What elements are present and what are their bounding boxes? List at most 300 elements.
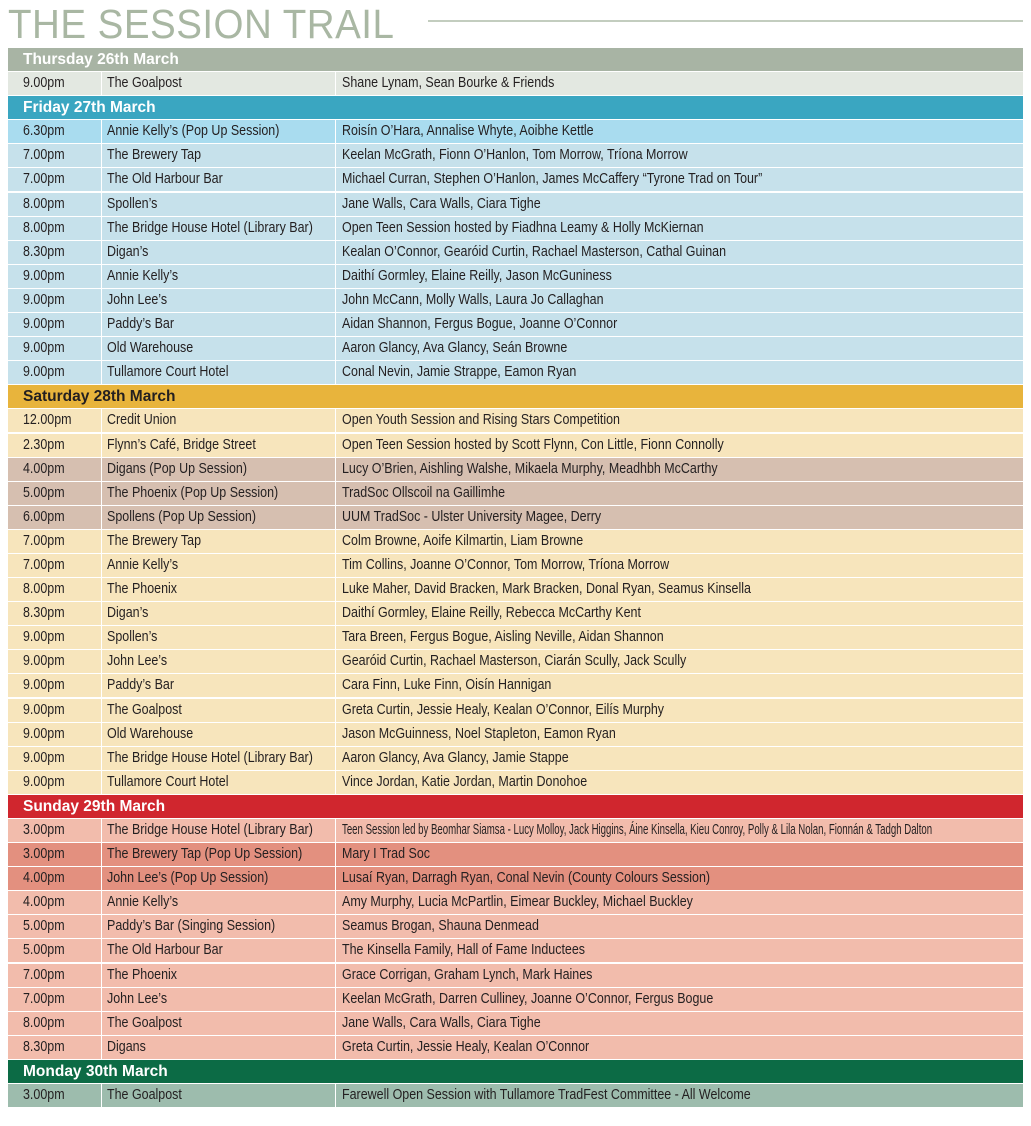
session-acts-cell [341,458,1023,481]
session-venue: John Lee’s [107,291,168,308]
session-time: 9.00pm [23,677,65,694]
column-divider [101,867,102,890]
session-acts: Aidan Shannon, Fergus Bogue, Joanne O’Connor [342,316,618,333]
day-header: Monday 30th March [8,1060,1023,1083]
column-divider [335,1084,336,1107]
session-time-cell [23,771,101,794]
session-row [8,144,1023,167]
session-venue: Old Warehouse [107,725,194,742]
column-divider [335,361,336,384]
session-row [8,337,1023,360]
session-acts-cell [341,891,1023,914]
session-time-cell [23,120,101,143]
session-venue: Paddy’s Bar [107,316,175,333]
session-acts: Colm Browne, Aoife Kilmartin, Liam Browne [342,532,584,549]
session-time: 8.30pm [23,1038,65,1055]
session-venue-cell [107,409,335,432]
session-time: 9.00pm [23,291,65,308]
session-venue-cell [107,578,335,601]
session-venue: Digans [107,1038,146,1055]
session-time-cell [23,891,101,914]
session-acts-cell [341,771,1023,794]
day-header: Saturday 28th March [8,385,1023,408]
session-acts-cell [341,144,1023,167]
session-time: 8.00pm [23,581,65,598]
session-acts: Daithí Gormley, Elaine Reilly, Rebecca McCarthy Kent [342,605,641,622]
column-divider [335,843,336,866]
session-time: 3.00pm [23,846,65,863]
session-venue-cell [107,1036,335,1059]
column-divider [335,530,336,553]
session-acts-cell [341,674,1023,697]
day-section [8,48,1023,95]
session-acts: Cara Finn, Luke Finn, Oisín Hannigan [342,677,552,694]
session-venue: The Phoenix [107,966,178,983]
session-venue: John Lee’s (Pop Up Session) [107,870,269,887]
column-divider [335,626,336,649]
session-time: 7.00pm [23,990,65,1007]
session-acts-cell [341,626,1023,649]
column-divider [335,289,336,312]
session-venue-cell [107,434,335,457]
session-acts: Shane Lynam, Sean Bourke & Friends [342,75,555,92]
session-acts-cell [341,313,1023,336]
session-time: 3.00pm [23,822,65,838]
column-divider [101,554,102,577]
session-time-cell [23,819,101,842]
session-acts: Open Teen Session hosted by Scott Flynn, Con Little, Fionn Connolly [342,436,724,453]
session-venue-cell [107,867,335,890]
session-venue-cell [107,988,335,1011]
session-time: 9.00pm [23,653,65,670]
session-time: 9.00pm [23,749,65,766]
session-row [8,193,1023,216]
session-venue-cell [107,72,335,95]
session-venue-cell [107,482,335,505]
session-venue-cell [107,265,335,288]
session-venue-cell [107,891,335,914]
session-time-cell [23,843,101,866]
session-venue-cell [107,217,335,240]
session-row [8,409,1023,432]
session-acts: Aaron Glancy, Ava Glancy, Seán Browne [342,340,568,357]
column-divider [101,530,102,553]
session-acts: Open Youth Session and Rising Stars Competition [342,412,620,429]
session-time: 7.00pm [23,556,65,573]
day-header: Thursday 26th March [8,48,1023,71]
session-time-cell [23,988,101,1011]
column-divider [101,289,102,312]
session-acts-cell [341,819,1023,842]
column-divider [101,891,102,914]
session-acts: Jane Walls, Cara Walls, Ciara Tighe [342,195,541,212]
column-divider [101,241,102,264]
column-divider [335,650,336,673]
session-row [8,723,1023,746]
session-time-cell [23,168,101,191]
column-divider [335,217,336,240]
column-divider [335,554,336,577]
column-divider [335,771,336,794]
session-acts: Tara Breen, Fergus Bogue, Aisling Neville, Aidan Shannon [342,629,664,646]
title-rule [428,20,1023,22]
session-venue: Spollen’s [107,629,158,646]
session-time-cell [23,458,101,481]
column-divider [101,819,102,842]
session-time-cell [23,747,101,770]
session-venue-cell [107,361,335,384]
session-acts-cell [341,409,1023,432]
session-acts-cell [341,867,1023,890]
session-venue-cell [107,650,335,673]
column-divider [101,361,102,384]
session-venue: The Bridge House Hotel (Library Bar) [107,822,313,838]
session-row [8,361,1023,384]
session-time: 4.00pm [23,894,65,911]
session-time-cell [23,939,101,962]
session-time-cell [23,578,101,601]
session-row [8,458,1023,481]
session-acts: Michael Curran, Stephen O’Hanlon, James McCaffery “Tyrone Trad on Tour” [342,171,763,188]
column-divider [335,265,336,288]
session-venue-cell [107,168,335,191]
session-venue-cell [107,193,335,216]
column-divider [101,1036,102,1059]
column-divider [335,434,336,457]
session-time: 4.00pm [23,870,65,887]
session-acts: Mary I Trad Soc [342,846,431,863]
session-row [8,699,1023,722]
column-divider [101,265,102,288]
day-section [8,1060,1023,1107]
session-venue: Tullamore Court Hotel [107,773,229,790]
session-acts: Kealan O’Connor, Gearóid Curtin, Rachael Masterson, Cathal Guinan [342,243,727,260]
column-divider [335,939,336,962]
session-time: 8.30pm [23,243,65,260]
column-divider [335,747,336,770]
session-time: 9.00pm [23,267,65,284]
column-divider [101,72,102,95]
session-venue-cell [107,1084,335,1107]
session-acts-cell [341,1084,1023,1107]
column-divider [101,650,102,673]
session-venue: Paddy’s Bar (Singing Session) [107,918,276,935]
column-divider [335,988,336,1011]
column-divider [335,409,336,432]
session-acts-cell [341,915,1023,938]
session-venue: The Phoenix (Pop Up Session) [107,484,279,501]
session-row [8,819,1023,842]
column-divider [335,337,336,360]
session-time: 3.00pm [23,1087,65,1104]
session-venue-cell [107,144,335,167]
column-divider [101,843,102,866]
session-time-cell [23,650,101,673]
session-venue: Annie Kelly’s [107,556,179,573]
session-acts: Roisín O’Hara, Annalise Whyte, Aoibhe Kettle [342,123,594,140]
session-venue-cell [107,458,335,481]
session-time-cell [23,1012,101,1035]
session-time-cell [23,1084,101,1107]
session-venue-cell [107,602,335,625]
session-acts-cell [341,964,1023,987]
session-acts: Greta Curtin, Jessie Healy, Kealan O’Connor, Eilís Murphy [342,701,665,718]
session-acts: Lusaí Ryan, Darragh Ryan, Conal Nevin (County Colours Session) [342,870,711,887]
session-venue-cell [107,289,335,312]
session-acts: Open Teen Session hosted by Fiadhna Leamy & Holly McKiernan [342,219,704,236]
session-venue: John Lee’s [107,653,168,670]
session-acts-cell [341,1036,1023,1059]
session-venue: Digans (Pop Up Session) [107,460,248,477]
session-row [8,626,1023,649]
session-venue: The Brewery Tap (Pop Up Session) [107,846,303,863]
session-row [8,530,1023,553]
session-venue-cell [107,939,335,962]
column-divider [335,482,336,505]
session-venue: The Goalpost [107,1087,182,1104]
column-divider [335,915,336,938]
column-divider [335,168,336,191]
session-row [8,650,1023,673]
session-time: 9.00pm [23,340,65,357]
column-divider [101,915,102,938]
session-time: 9.00pm [23,701,65,718]
column-divider [101,434,102,457]
session-venue: The Brewery Tap [107,532,202,549]
session-row [8,554,1023,577]
session-venue-cell [107,337,335,360]
session-venue: The Goalpost [107,75,182,92]
session-row [8,939,1023,962]
session-time: 9.00pm [23,629,65,646]
session-time-cell [23,964,101,987]
session-time-cell [23,674,101,697]
session-row [8,313,1023,336]
session-venue-cell [107,843,335,866]
column-divider [335,699,336,722]
session-acts: Amy Murphy, Lucia McPartlin, Eimear Buckley, Michael Buckley [342,894,693,911]
column-divider [335,602,336,625]
session-venue: Flynn’s Café, Bridge Street [107,436,256,453]
session-venue-cell [107,915,335,938]
session-venue: Tullamore Court Hotel [107,364,229,381]
session-row [8,72,1023,95]
session-acts-cell [341,723,1023,746]
column-divider [101,409,102,432]
session-row [8,988,1023,1011]
session-venue-cell [107,747,335,770]
session-time-cell [23,193,101,216]
session-venue: Spollen’s [107,195,158,212]
session-time-cell [23,361,101,384]
day-section [8,795,1023,1059]
session-venue-cell [107,313,335,336]
session-acts-cell [341,72,1023,95]
column-divider [101,1012,102,1035]
session-time: 7.00pm [23,966,65,983]
session-time: 9.00pm [23,75,65,92]
session-time-cell [23,337,101,360]
column-divider [101,771,102,794]
session-time-cell [23,554,101,577]
session-acts-cell [341,602,1023,625]
column-divider [101,120,102,143]
session-venue: Digan’s [107,243,149,260]
session-row [8,1084,1023,1107]
column-divider [335,72,336,95]
session-venue: Old Warehouse [107,340,194,357]
column-divider [335,891,336,914]
session-time-cell [23,723,101,746]
column-divider [335,144,336,167]
session-row [8,434,1023,457]
session-acts: TradSoc Ollscoil na Gaillimhe [342,484,506,501]
session-venue: John Lee’s [107,990,168,1007]
session-venue-cell [107,626,335,649]
session-acts: Jason McGuinness, Noel Stapleton, Eamon Ryan [342,725,616,742]
session-venue: The Bridge House Hotel (Library Bar) [107,749,313,766]
session-acts-cell [341,530,1023,553]
column-divider [101,313,102,336]
session-acts: Greta Curtin, Jessie Healy, Kealan O’Connor [342,1038,590,1055]
session-time-cell [23,699,101,722]
session-row [8,289,1023,312]
session-venue-cell [107,723,335,746]
column-divider [335,506,336,529]
session-row [8,867,1023,890]
column-divider [101,337,102,360]
session-venue-cell [107,699,335,722]
session-time: 9.00pm [23,316,65,333]
session-row [8,168,1023,191]
session-acts: Gearóid Curtin, Rachael Masterson, Ciarán Scully, Jack Scully [342,653,687,670]
day-section [8,96,1023,384]
session-row [8,506,1023,529]
session-acts-cell [341,241,1023,264]
session-time: 7.00pm [23,171,65,188]
session-time: 4.00pm [23,460,65,477]
column-divider [335,120,336,143]
session-venue: Credit Union [107,412,177,429]
session-acts: Grace Corrigan, Graham Lynch, Mark Haines [342,966,593,983]
column-divider [101,506,102,529]
session-schedule [8,48,1023,1108]
session-time-cell [23,409,101,432]
session-row [8,915,1023,938]
session-venue: The Goalpost [107,701,182,718]
column-divider [335,241,336,264]
session-acts: Teen Session led by Beomhar Siamsa - Lucy Molloy, Jack Higgins, Áine Kinsella, Kieu Conroy, Polly & Lila Nolan, Fionnán & Tadgh Dalton [342,822,933,838]
session-time-cell [23,289,101,312]
session-acts: John McCann, Molly Walls, Laura Jo Callaghan [342,291,604,308]
session-acts: Aaron Glancy, Ava Glancy, Jamie Stappe [342,749,569,766]
session-time-cell [23,72,101,95]
session-venue: Paddy’s Bar [107,677,175,694]
session-time-cell [23,530,101,553]
session-venue: The Phoenix [107,581,178,598]
session-venue-cell [107,530,335,553]
session-row [8,1012,1023,1035]
session-venue: Annie Kelly’s [107,267,179,284]
session-time: 7.00pm [23,532,65,549]
session-venue-cell [107,506,335,529]
session-acts: Conal Nevin, Jamie Strappe, Eamon Ryan [342,364,577,381]
column-divider [335,458,336,481]
session-time-cell [23,602,101,625]
session-acts-cell [341,699,1023,722]
session-acts: Keelan McGrath, Darren Culliney, Joanne O’Connor, Fergus Bogue [342,990,714,1007]
session-acts-cell [341,265,1023,288]
session-venue-cell [107,771,335,794]
column-divider [101,578,102,601]
column-divider [101,747,102,770]
session-time: 6.30pm [23,123,65,140]
session-acts: UUM TradSoc - Ulster University Magee, Derry [342,508,602,525]
session-acts-cell [341,168,1023,191]
session-time: 7.00pm [23,147,65,164]
session-acts-cell [341,120,1023,143]
page-title: THE SESSION TRAIL [8,1,395,47]
session-time: 6.00pm [23,508,65,525]
session-acts-cell [341,217,1023,240]
session-time: 9.00pm [23,364,65,381]
session-acts-cell [341,361,1023,384]
column-divider [101,144,102,167]
session-venue: The Bridge House Hotel (Library Bar) [107,219,313,236]
session-acts: Daithí Gormley, Elaine Reilly, Jason McGuniness [342,267,612,284]
session-time: 9.00pm [23,773,65,790]
session-acts-cell [341,289,1023,312]
title-area [8,0,1023,47]
column-divider [101,988,102,1011]
column-divider [101,458,102,481]
session-acts-cell [341,988,1023,1011]
session-time-cell [23,482,101,505]
session-venue-cell [107,964,335,987]
session-venue: The Old Harbour Bar [107,942,223,959]
session-time: 2.30pm [23,436,65,453]
session-row [8,241,1023,264]
session-acts: Luke Maher, David Bracken, Mark Bracken, Donal Ryan, Seamus Kinsella [342,581,751,598]
session-acts: Lucy O’Brien, Aishling Walshe, Mikaela Murphy, Meadhbh McCarthy [342,460,718,477]
column-divider [335,1012,336,1035]
column-divider [335,723,336,746]
column-divider [101,168,102,191]
session-venue: Annie Kelly’s [107,894,179,911]
session-acts: The Kinsella Family, Hall of Fame Inductees [342,942,586,959]
column-divider [335,578,336,601]
session-venue-cell [107,554,335,577]
session-time-cell [23,241,101,264]
session-row [8,891,1023,914]
column-divider [101,217,102,240]
session-row [8,482,1023,505]
session-venue: The Goalpost [107,1014,182,1031]
session-acts: Vince Jordan, Katie Jordan, Martin Donohoe [342,773,588,790]
session-time-cell [23,915,101,938]
session-venue-cell [107,674,335,697]
session-venue-cell [107,1012,335,1035]
session-acts-cell [341,482,1023,505]
session-time: 8.00pm [23,1014,65,1031]
session-acts: Tim Collins, Joanne O’Connor, Tom Morrow, Tríona Morrow [342,556,670,573]
session-venue-cell [107,819,335,842]
session-acts-cell [341,193,1023,216]
column-divider [335,1036,336,1059]
session-acts-cell [341,506,1023,529]
session-venue-cell [107,241,335,264]
column-divider [335,867,336,890]
